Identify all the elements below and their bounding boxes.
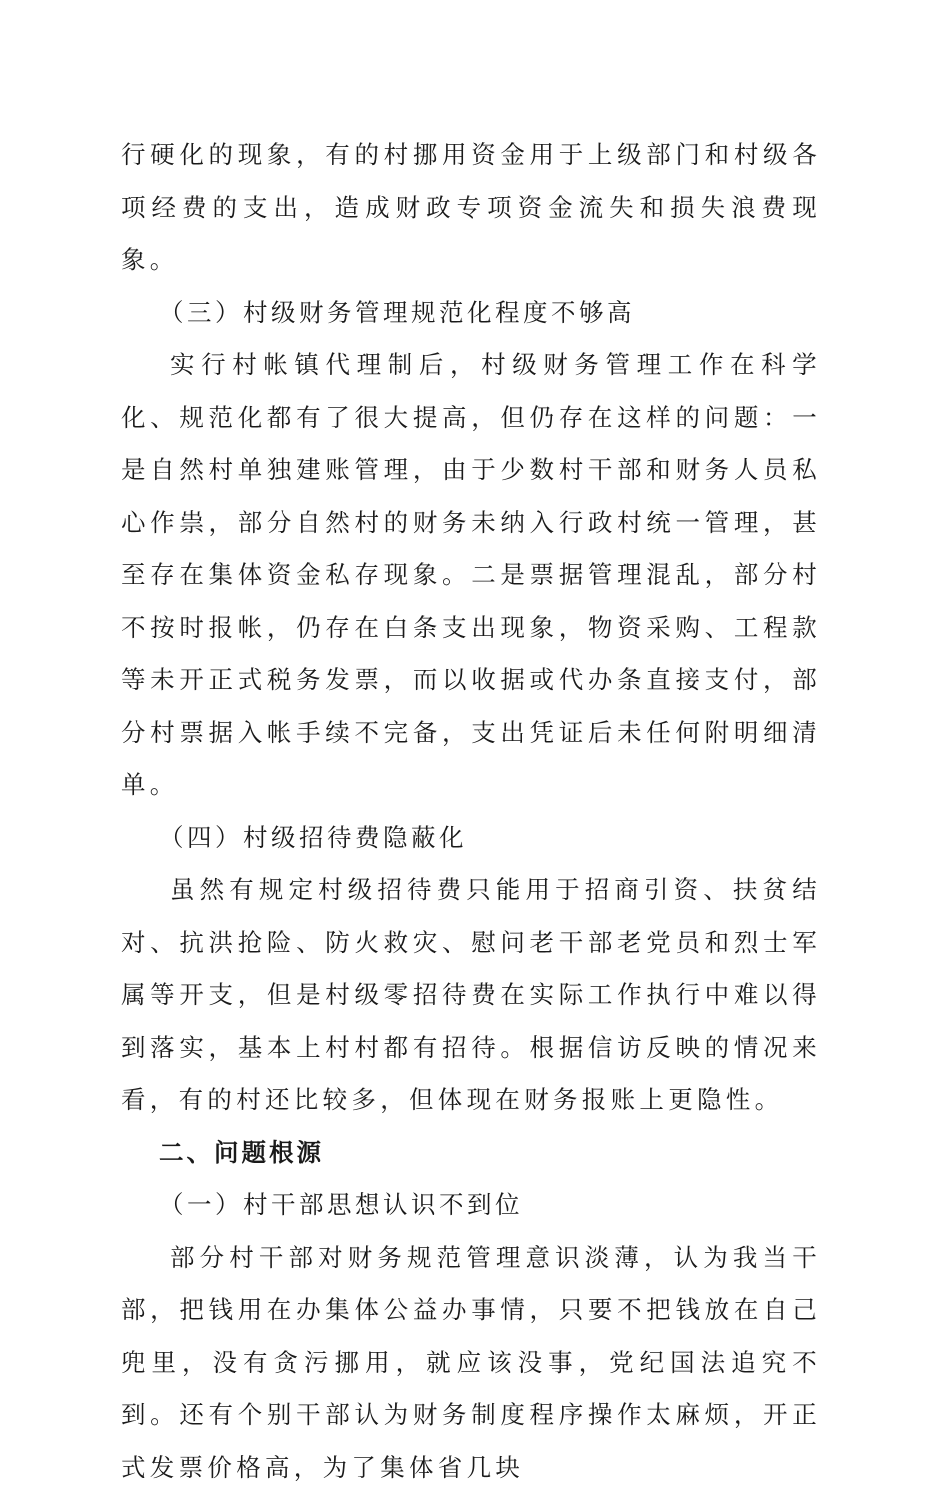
paragraph-financial-management: 实行村帐镇代理制后，村级财务管理工作在科学化、规范化都有了很大提高，但仍存在这样的问题：一是自然村单独建账管理，由于少数村干部和财务人员私心作祟，部分自然村的财务未纳入行政村统一管理，甚至存在集体资金私存现象。二是票据管理混乱，部分村不按时报帐，仍存在白条支出现象，物资采购、工程款等未开正式税务发票，而以收据或代办条直接支付，部分村票据入帐手续不完备，支出凭证后未任何附明细清单。 [121, 339, 821, 812]
paragraph-continued: 行硬化的现象，有的村挪用资金用于上级部门和村级各项经费的支出，造成财政专项资金流失和损失浪费现象。 [121, 129, 821, 287]
paragraph-cadre-awareness: 部分村干部对财务规范管理意识淡薄，认为我当干部，把钱用在办集体公益办事情，只要不把钱放在自己兜里，没有贪污挪用，就应该没事，党纪国法追究不到。还有个别干部认为财务制度程序操作太麻烦，开正式发票价格高，为了集体省几块 [121, 1232, 821, 1494]
subheading-three: （三）村级财务管理规范化程度不够高 [121, 287, 821, 340]
subheading-four: （四）村级招待费隐蔽化 [121, 812, 821, 865]
document-body [121, 129, 821, 1494]
paragraph-hospitality-expenses: 虽然有规定村级招待费只能用于招商引资、扶贫结对、抗洪抢险、防火救灾、慰问老干部老党员和烈士军属等开支，但是村级零招待费在实际工作执行中难以得到落实，基本上村村都有招待。根据信访反映的情况来看，有的村还比较多，但体现在财务报账上更隐性。 [121, 864, 821, 1127]
subheading-one: （一）村干部思想认识不到位 [121, 1179, 821, 1232]
section-heading-root-causes: 二、问题根源 [121, 1127, 821, 1180]
